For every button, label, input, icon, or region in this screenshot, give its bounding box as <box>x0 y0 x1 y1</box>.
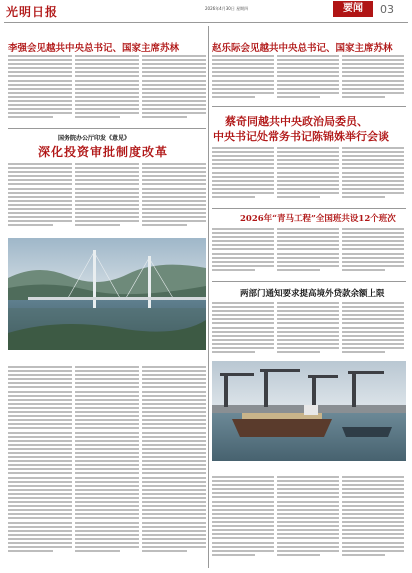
lower-right-body-col3 <box>342 476 404 566</box>
lower-left-body-col3 <box>142 366 206 566</box>
article-3-body-col1 <box>212 147 274 205</box>
article-4-body-col1 <box>8 163 72 233</box>
lower-left-body-col1 <box>8 366 72 566</box>
article-4-kicker: 国务院办公厅印发《意见》 <box>58 135 131 142</box>
page-number: 03 <box>380 3 394 16</box>
article-2-body-col1 <box>212 55 274 103</box>
article-1-body-col1 <box>8 55 72 125</box>
article-6-body-col3 <box>342 302 404 358</box>
divider <box>212 281 406 282</box>
port-photo <box>212 361 406 461</box>
issue-date: 2026年4月30日 星期四 <box>205 6 249 11</box>
divider <box>212 106 406 107</box>
newspaper-logo: 光明日报 <box>6 5 59 19</box>
article-5-title: 2026年“青马工程”全国班共设12个班次 <box>240 214 396 224</box>
port-photo-image <box>212 361 406 461</box>
article-3-title-line2: 中央书记处常务书记陈锦姝举行会谈 <box>213 130 389 143</box>
article-3-title-line1: 蔡奇同越共中央政治局委员、 <box>225 115 368 128</box>
article-6-body-col2 <box>277 302 339 358</box>
article-5-body-col1 <box>212 228 274 278</box>
lower-left-body-col2 <box>75 366 139 566</box>
article-4-body-col3 <box>142 163 206 233</box>
column-divider <box>208 26 209 568</box>
article-5-body-col3 <box>342 228 404 278</box>
port-photo-caption <box>212 463 406 473</box>
bridge-photo <box>8 238 206 350</box>
article-4-title: 深化投资审批制度改革 <box>38 145 169 159</box>
article-6-title: 两部门通知要求提高境外贷款余额上限 <box>240 289 385 299</box>
article-3-body-col2 <box>277 147 339 205</box>
article-6-body-col1 <box>212 302 274 358</box>
lower-right-body-col1 <box>212 476 274 566</box>
article-2-title: 赵乐际会见越共中央总书记、国家主席苏林 <box>212 43 393 54</box>
bridge-photo-caption <box>8 352 206 362</box>
article-1-body-col3 <box>142 55 206 125</box>
article-1-title: 李强会见越共中央总书记、国家主席苏林 <box>8 43 180 54</box>
article-2-body-col3 <box>342 55 404 103</box>
article-2-body-col2 <box>277 55 339 103</box>
article-5-body-col2 <box>277 228 339 278</box>
article-1-body-col2 <box>75 55 139 125</box>
article-4-body-col2 <box>75 163 139 233</box>
divider <box>212 208 406 209</box>
bridge-photo-image <box>8 238 206 350</box>
divider <box>8 128 206 129</box>
section-label: 要闻 <box>333 1 373 17</box>
lower-right-body-col2 <box>277 476 339 566</box>
article-3-body-col3 <box>342 147 404 205</box>
